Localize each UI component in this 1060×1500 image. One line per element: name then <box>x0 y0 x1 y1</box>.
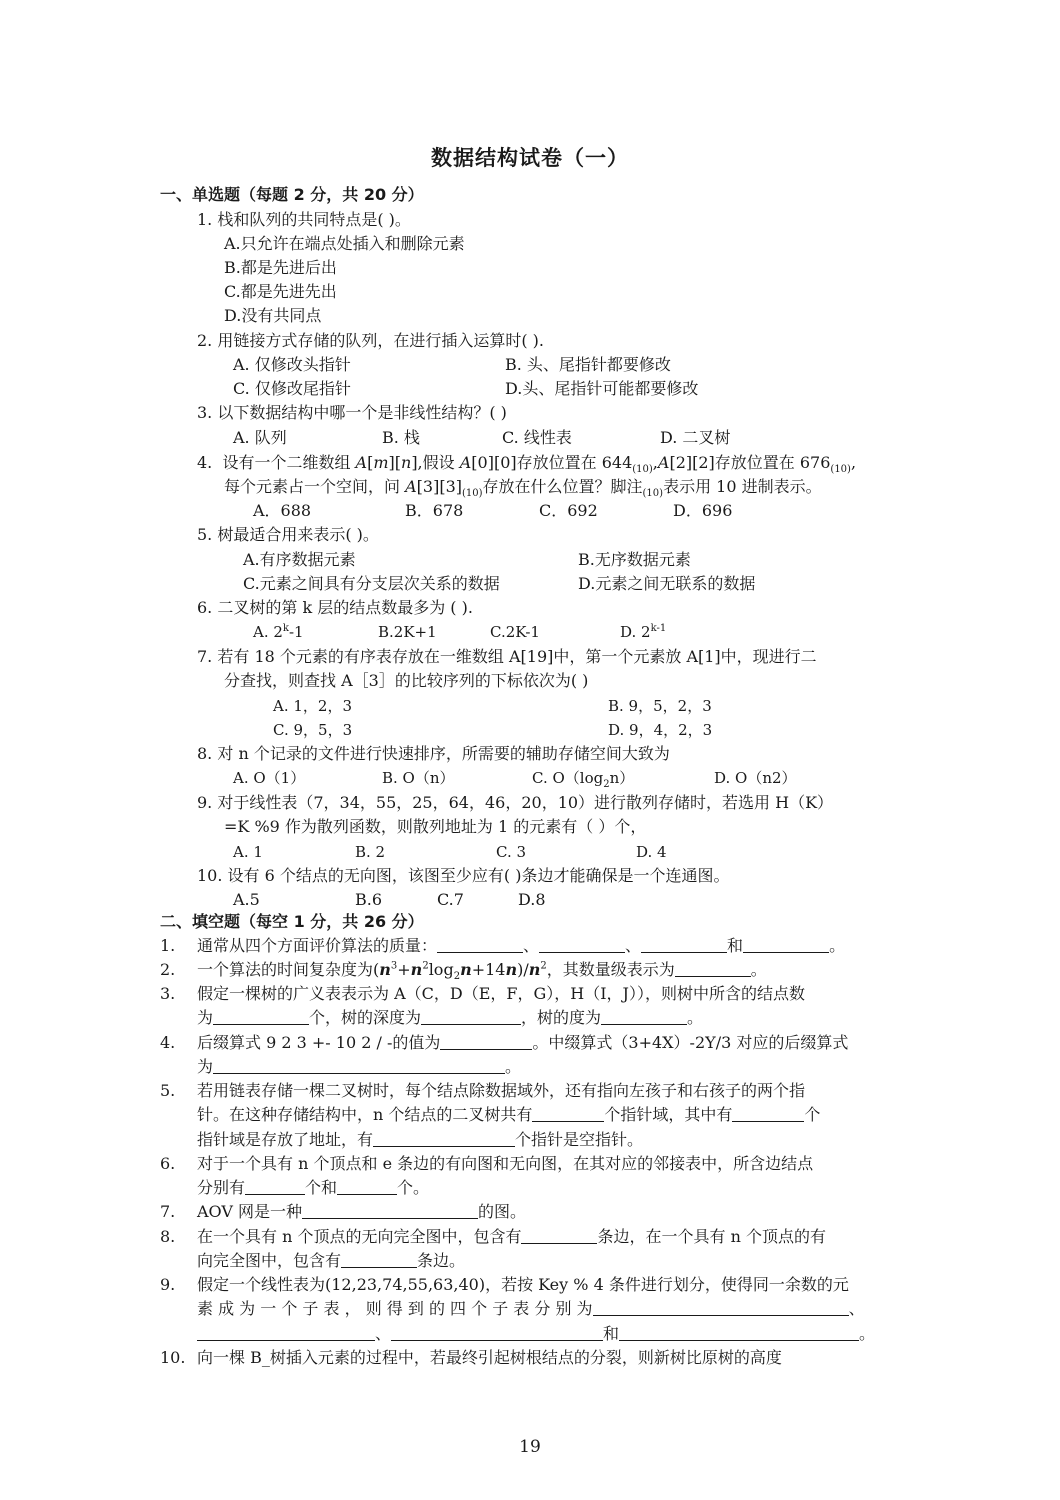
q6-option-d-text: D. 2 <box>620 623 651 641</box>
q7-line-1: 7. 若有 18 个元素的有序表存放在一维数组 A[19]中，第一个元素放 A[1]中，现进行二 <box>197 647 817 666</box>
f3-number: 3. <box>160 984 176 1003</box>
f5-text: 个指针域，其中有 <box>604 1105 733 1124</box>
f1-text: 。 <box>829 936 846 955</box>
q1-stem: 1. 栈和队列的共同特点是( )。 <box>197 210 411 229</box>
q7-line-2: 分查找，则查找 A［3］的比较序列的下标依次为( ) <box>224 671 589 690</box>
q9-line-1: 9. 对于线性表（7，34，55，25，64，46，20，10）进行散列存储时，若选用 H（K） <box>197 793 834 812</box>
q9-option-b: B. 2 <box>355 843 386 861</box>
f6-text: 个和 <box>305 1178 338 1197</box>
q4-text: [2][2]存放位置在 676 <box>669 453 831 472</box>
f9-line-1: 假定一个线性表为(12,23,74,55,63,40)，若按 Key % 4 条件进行划分，使得同一余数的元 <box>197 1275 849 1294</box>
q8-option-c-text: C. O（log <box>532 769 604 787</box>
answer-blank[interactable] <box>197 1324 375 1341</box>
q4-text: 表示用 10 进制表示。 <box>663 477 822 496</box>
f4-number: 4. <box>160 1033 176 1052</box>
q4-line-1 <box>197 451 856 475</box>
answer-blank[interactable] <box>337 1178 397 1195</box>
q10-option-a: A.5 <box>233 890 260 909</box>
q4-var: A <box>355 453 368 472</box>
f5-line-3 <box>197 1128 643 1152</box>
q5-option-a: A.有序数据元素 <box>243 550 356 569</box>
f8-text: 条边。 <box>417 1251 466 1270</box>
q4-text: [0][0]存放位置在 644 <box>471 453 633 472</box>
q6-option-b: B.2K+1 <box>378 623 437 641</box>
q4-option-a: A．688 <box>253 501 312 520</box>
f8-text: 向完全图中，包含有 <box>197 1251 342 1270</box>
q1-option-a: A.只允许在端点处插入和删除元素 <box>224 234 465 253</box>
f4-text: 。 <box>505 1057 522 1076</box>
answer-blank[interactable] <box>521 1227 597 1244</box>
answer-blank[interactable] <box>302 1202 478 1219</box>
f2-var: n <box>379 960 391 979</box>
q3-option-d: D. 二叉树 <box>660 428 731 447</box>
f5-text: 指针域是存放了地址，有 <box>197 1130 374 1149</box>
answer-blank[interactable] <box>440 1033 532 1050</box>
f8-number: 8. <box>160 1227 176 1246</box>
f2-line-1 <box>197 958 767 982</box>
f1-text: 、 <box>523 936 540 955</box>
f3-text: 个，树的深度为 <box>309 1008 422 1027</box>
f2-text: log <box>428 960 454 979</box>
q9-option-c: C. 3 <box>496 843 527 861</box>
f7-text: AOV 网是一种 <box>197 1202 303 1221</box>
section-heading-single-choice: 一、单选题（每题 2 分，共 20 分） <box>160 185 424 204</box>
q6-option-a-tail: -1 <box>288 623 304 641</box>
q8-option-c-tail: n） <box>609 769 635 787</box>
f2-exponent: 2 <box>540 960 547 972</box>
q4-var: A <box>657 453 670 472</box>
page-number: 19 <box>519 1437 541 1457</box>
f8-line-2 <box>197 1249 465 1273</box>
q4-subscript: (10) <box>642 488 664 500</box>
answer-blank[interactable] <box>341 1251 417 1268</box>
q4-text: ][ <box>388 453 401 472</box>
q2-option-a: A. 仅修改头指针 <box>233 355 351 374</box>
f5-text: 针。在这种存储结构中，n 个结点的二叉树共有 <box>197 1105 533 1124</box>
f6-number: 6. <box>160 1154 176 1173</box>
q1-option-c: C.都是先进先出 <box>224 282 337 301</box>
q4-var: n <box>401 453 412 472</box>
f9-line-2 <box>197 1297 865 1321</box>
f9-text: 。 <box>859 1324 876 1343</box>
f2-exponent: 3 <box>390 960 398 972</box>
f9-text: 和 <box>603 1324 620 1343</box>
q7-option-c: C. 9，5，3 <box>273 721 353 739</box>
f1-text: 和 <box>727 936 744 955</box>
q10-stem: 10. 设有 6 个结点的无向图，该图至少应有( )条边才能确保是一个连通图。 <box>197 866 730 885</box>
f7-text: 的图。 <box>478 1202 527 1221</box>
f2-var: n <box>410 960 423 979</box>
q8-option-d: D. O（n2） <box>714 769 797 787</box>
f9-line-3 <box>197 1322 875 1346</box>
q5-stem: 5. 树最适合用来表示( )。 <box>197 525 379 544</box>
f2-var: n <box>505 960 518 979</box>
q7-option-d: D. 9，4，2，3 <box>608 721 713 739</box>
answer-blank[interactable] <box>373 1130 515 1147</box>
f8-text: 条边，在一个具有 n 个顶点的有 <box>597 1227 826 1246</box>
section-heading-fill-in: 二、填空题（每空 1 分，共 26 分） <box>160 912 424 931</box>
f6-line-1: 对于一个具有 n 个顶点和 e 条边的有向图和无向图，在其对应的邻接表中，所含边结点 <box>197 1154 814 1173</box>
q8-stem: 8. 对 n 个记录的文件进行快速排序，所需要的辅助存储空间大致为 <box>197 744 670 763</box>
q4-option-d: D．696 <box>673 501 733 520</box>
q4-text: , <box>652 453 658 472</box>
f7-line-1 <box>197 1200 526 1224</box>
f1-number: 1. <box>160 936 176 955</box>
f2-text: 。 <box>750 960 767 979</box>
q4-line-2 <box>224 475 822 499</box>
q9-option-a: A. 1 <box>233 843 263 861</box>
f3-line-2 <box>197 1006 703 1030</box>
q3-stem: 3. 以下数据结构中哪一个是非线性结构？( ) <box>197 403 507 422</box>
q4-var: m <box>373 453 389 472</box>
f2-number: 2. <box>160 960 176 979</box>
q9-line-2: =K %9 作为散列函数，则散列地址为 1 的元素有（ ）个， <box>224 817 647 836</box>
q1-option-b: B.都是先进后出 <box>224 258 337 277</box>
answer-blank[interactable] <box>391 1324 603 1341</box>
answer-blank[interactable] <box>421 1008 521 1025</box>
q6-option-d <box>620 620 666 644</box>
q4-var: A <box>459 453 472 472</box>
f2-exponent: 2 <box>422 960 429 972</box>
f8-text: 在一个具有 n 个顶点的无向完全图中，包含有 <box>197 1227 522 1246</box>
answer-blank[interactable] <box>245 1178 305 1195</box>
q2-option-b: B. 头、尾指针都要修改 <box>505 355 671 374</box>
f6-line-2 <box>197 1176 429 1200</box>
f2-text: 一个算法的时间复杂度为( <box>197 960 380 979</box>
q3-option-b: B. 栈 <box>382 428 420 447</box>
q5-option-c: C.元素之间具有分支层次关系的数据 <box>243 574 500 593</box>
f2-var: n <box>460 960 472 979</box>
f6-text: 个。 <box>397 1178 430 1197</box>
q7-option-a: A. 1，2，3 <box>273 697 352 715</box>
q4-subscript: (10) <box>632 464 653 476</box>
q4-text: [ <box>367 453 374 472</box>
q2-stem: 2. 用链接方式存储的队列，在进行插入运算时( ). <box>197 331 545 350</box>
f4-text: 为 <box>197 1057 214 1076</box>
q8-option-c <box>532 766 634 790</box>
answer-blank[interactable] <box>743 936 829 953</box>
q5-option-d: D.元素之间无联系的数据 <box>578 574 756 593</box>
exam-title: 数据结构试卷（一） <box>431 146 629 170</box>
q8-option-a: A. O（1） <box>233 769 306 787</box>
q6-option-d-exponent: k-1 <box>650 623 667 634</box>
q10-option-b: B.6 <box>355 890 383 909</box>
answer-blank[interactable] <box>539 936 625 953</box>
q4-text: 存放在什么位置？脚注 <box>482 477 643 496</box>
f3-text: ，树的度为 <box>521 1008 602 1027</box>
f4-line-2 <box>197 1055 521 1079</box>
f2-text: )/ <box>517 960 529 979</box>
q10-option-c: C.7 <box>437 890 464 909</box>
q4-text: 设有一个二维数组 <box>222 453 356 472</box>
f2-subscript: 2 <box>453 971 461 983</box>
f5-number: 5. <box>160 1081 176 1100</box>
f9-number: 9. <box>160 1275 176 1294</box>
q1-option-d: D.没有共同点 <box>224 306 322 325</box>
q4-text: , <box>850 453 857 472</box>
f9-text: 素 成 为 一 个 子 表 ， 则 得 到 的 四 个 子 表 分 别 为 <box>197 1299 593 1318</box>
f2-text: + <box>397 960 411 979</box>
q7-option-b: B. 9，5，2，3 <box>608 697 712 715</box>
answer-blank[interactable] <box>593 1299 849 1316</box>
q6-option-c: C.2K-1 <box>490 623 540 641</box>
f9-text: 、 <box>848 1299 865 1318</box>
f3-text: 。 <box>687 1008 704 1027</box>
q4-option-c: C．692 <box>539 501 598 520</box>
answer-blank[interactable] <box>619 1324 859 1341</box>
q4-subscript: (10) <box>830 464 851 476</box>
f8-line-1 <box>197 1225 826 1249</box>
f10-number: 10. <box>160 1348 186 1367</box>
f1-text: 通常从四个方面评价算法的质量： <box>197 936 438 955</box>
f5-line-1: 若用链表存储一棵二叉树时，每个结点除数据域外，还有指向左孩子和右孩子的两个指 <box>197 1081 806 1100</box>
f4-text: 。中缀算式（3+4X）-2Y/3 对应的后缀算式 <box>532 1033 849 1052</box>
f1-line-1 <box>197 934 845 958</box>
answer-blank[interactable] <box>601 1008 687 1025</box>
q4-option-b: B．678 <box>405 501 464 520</box>
q4-subscript: (10) <box>461 488 483 500</box>
answer-blank[interactable] <box>213 1008 309 1025</box>
q4-number: 4. <box>197 453 213 472</box>
f3-line-1: 假定一棵树的广义表表示为 A（C，D（E，F，G），H（I，J）），则树中所含的结点数 <box>197 984 805 1003</box>
f4-text: 后缀算式 9 2 3 +- 10 2 / -的值为 <box>197 1033 441 1052</box>
q6-option-a-exponent: k <box>282 623 289 634</box>
q2-option-d: D.头、尾指针可能都要修改 <box>505 379 699 398</box>
q4-var: A <box>405 477 417 496</box>
f2-text: +14 <box>471 960 506 979</box>
q9-option-d: D. 4 <box>636 843 667 861</box>
f5-text: 个指针是空指针。 <box>515 1130 644 1149</box>
f6-text: 分别有 <box>197 1178 246 1197</box>
f4-line-1 <box>197 1031 848 1055</box>
q8-option-b: B. O（n） <box>382 769 455 787</box>
q4-text: ],假设 <box>411 453 460 472</box>
q3-option-c: C. 线性表 <box>502 428 572 447</box>
f2-text: ，其数量级表示为 <box>546 960 675 979</box>
f10-line-1: 向一棵 B_树插入元素的过程中，若最终引起树根结点的分裂，则新树比原树的高度 <box>197 1348 782 1367</box>
answer-blank[interactable] <box>675 960 751 977</box>
q6-option-a <box>253 620 304 644</box>
f9-text: 、 <box>375 1324 392 1343</box>
q4-text: [3][3] <box>416 477 462 496</box>
q6-option-a-text: A. 2 <box>253 623 283 641</box>
f2-var: n <box>528 960 541 979</box>
f1-text: 、 <box>625 936 642 955</box>
answer-blank[interactable] <box>532 1105 604 1122</box>
f7-number: 7. <box>160 1202 176 1221</box>
q6-stem: 6. 二叉树的第 k 层的结点数最多为 ( ). <box>197 598 473 617</box>
answer-blank[interactable] <box>732 1105 804 1122</box>
answer-blank[interactable] <box>213 1057 505 1074</box>
f3-text: 为 <box>197 1008 214 1027</box>
q2-option-c: C. 仅修改尾指针 <box>233 379 351 398</box>
f5-line-2 <box>197 1103 820 1127</box>
answer-blank[interactable] <box>437 936 523 953</box>
q8-option-c-subscript: 2 <box>603 779 610 790</box>
q10-option-d: D.8 <box>518 890 546 909</box>
f5-text: 个 <box>804 1105 821 1124</box>
q5-option-b: B.无序数据元素 <box>578 550 691 569</box>
answer-blank[interactable] <box>641 936 727 953</box>
q3-option-a: A. 队列 <box>233 428 287 447</box>
q4-text: 每个元素占一个空间，问 <box>224 477 406 496</box>
